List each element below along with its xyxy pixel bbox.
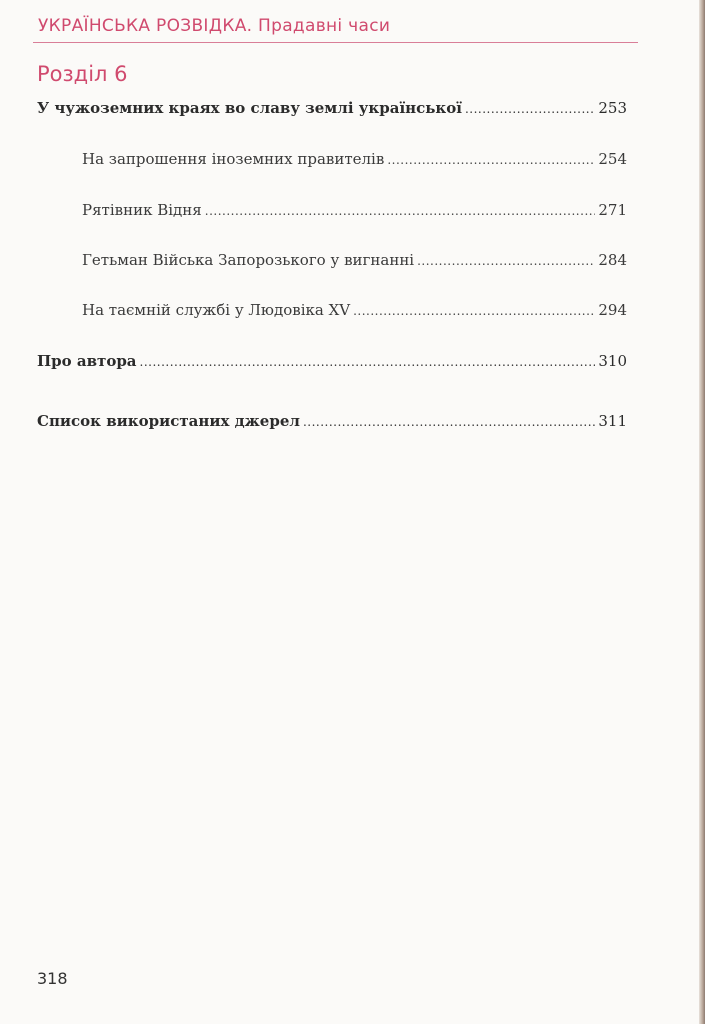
toc-entry-sources[interactable] — [37, 411, 627, 431]
dot-leader — [140, 351, 596, 371]
toc-entry-section[interactable] — [82, 200, 627, 220]
toc-entry-title: Гетьман Війська Запорозького у вигнанні — [82, 251, 415, 269]
toc-entry-section[interactable] — [82, 149, 627, 169]
header-rule — [33, 42, 638, 43]
toc-page-number: 311 — [598, 412, 627, 430]
toc-page-number: 310 — [598, 352, 627, 370]
toc-entry-section[interactable] — [82, 300, 627, 320]
dot-leader — [417, 250, 595, 270]
toc-entry-section[interactable] — [82, 250, 627, 270]
chapter-title: Розділ 6 — [37, 62, 128, 86]
running-header: УКРАЇНСЬКА РОЗВІДКА. Прадавні часи — [38, 16, 391, 36]
toc-page-number: 284 — [598, 251, 627, 269]
toc-entry-title: На запрошення іноземних правителів — [82, 150, 385, 168]
toc-entry-title: Список використаних джерел — [37, 412, 300, 430]
toc-entry-title: На таємній службі у Людовіка XV — [82, 301, 351, 319]
toc-entry-title: Рятівник Відня — [82, 201, 202, 219]
toc-page-number: 294 — [598, 301, 627, 319]
toc-entry-title: У чужоземних краях во славу землі української — [37, 99, 462, 117]
page-number: 318 — [37, 969, 68, 988]
dot-leader — [205, 200, 596, 220]
toc-entry-title: Про автора — [37, 352, 137, 370]
toc-page-number: 271 — [598, 201, 627, 219]
dot-leader — [353, 300, 595, 320]
toc-entry-chapter[interactable] — [37, 98, 627, 118]
toc-entry-about-author[interactable] — [37, 351, 627, 371]
page-edge — [699, 0, 705, 1024]
toc-page-number: 254 — [598, 150, 627, 168]
dot-leader — [465, 98, 595, 118]
dot-leader — [303, 411, 595, 431]
toc-page-number: 253 — [598, 99, 627, 117]
dot-leader — [387, 149, 595, 169]
